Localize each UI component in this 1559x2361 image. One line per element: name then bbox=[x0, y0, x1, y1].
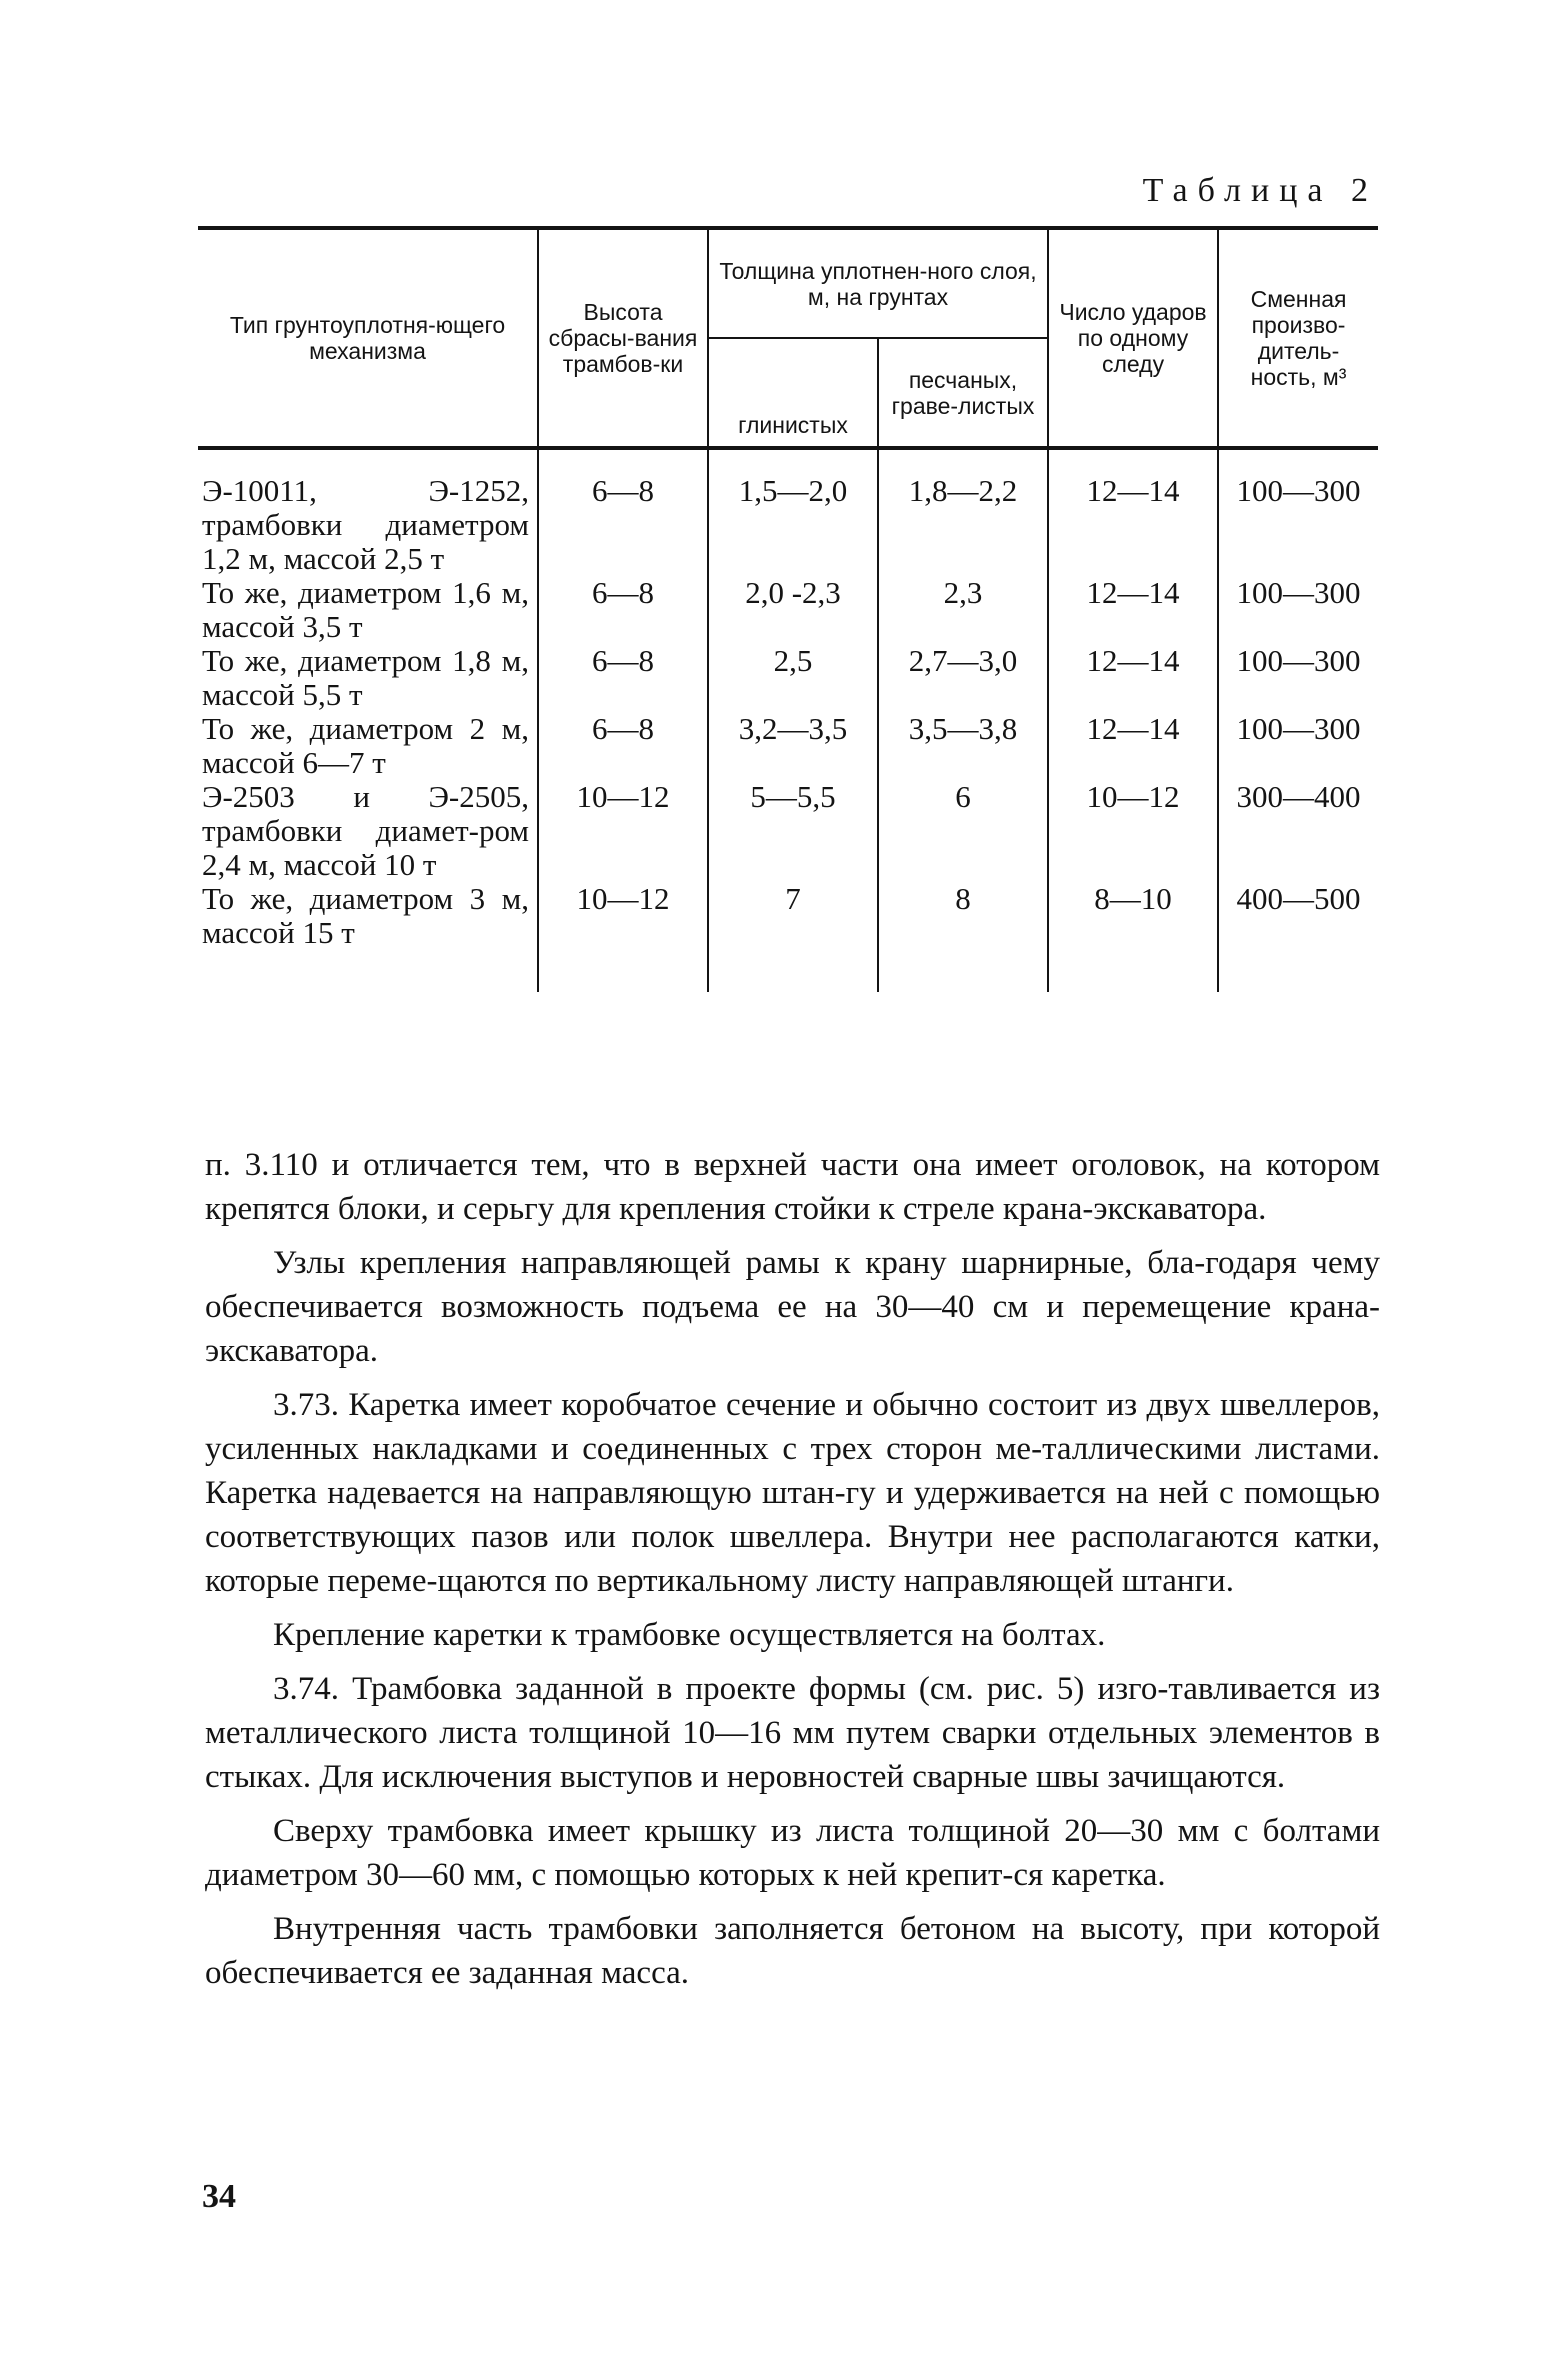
table-row bbox=[198, 644, 1378, 712]
cell-clay: 7 bbox=[708, 882, 878, 992]
paragraph: Внутренняя часть трамбовки заполняется бетоном на высоту, при которой обеспечивается ее заданная масса. bbox=[205, 1911, 1380, 1991]
cell-height: 6—8 bbox=[538, 576, 708, 644]
cell-type: То же, диаметром 3 м, массой 15 т bbox=[202, 881, 529, 950]
cell-height: 6—8 bbox=[538, 448, 708, 576]
header-productivity: Сменная произво-дитель-ность, м³ bbox=[1218, 228, 1378, 448]
cell-clay: 3,2—3,5 bbox=[708, 712, 878, 780]
cell-type: То же, диаметром 1,6 м, массой 3,5 т bbox=[202, 575, 529, 644]
header-blows: Число ударов по одному следу bbox=[1048, 228, 1218, 448]
paragraph: Сверху трамбовка имеет крышку из листа толщиной 20—30 мм с болтами диаметром 30—60 мм, с помощью которых к ней крепит-ся каретка. bbox=[205, 1813, 1380, 1893]
header-thickness: Толщина уплотнен-ного слоя, м, на грунтах bbox=[708, 228, 1048, 338]
paragraph: Узлы крепления направляющей рамы к крану шарнирные, бла-годаря чему обеспечивается возможность подъема ее на 30—40 см и перемещение крана-экскаватора. bbox=[205, 1245, 1380, 1369]
cell-productivity: 100—300 bbox=[1218, 712, 1378, 780]
cell-blows: 8—10 bbox=[1048, 882, 1218, 992]
header-clay: глинистых bbox=[708, 338, 878, 448]
table-row bbox=[198, 712, 1378, 780]
cell-productivity: 100—300 bbox=[1218, 448, 1378, 576]
cell-productivity: 100—300 bbox=[1218, 644, 1378, 712]
body-text bbox=[205, 1143, 1380, 2005]
paragraph: 3.73. Каретка имеет коробчатое сечение и обычно состоит из двух швеллеров, усиленных накладками и соединенных с трех сторон ме-таллическими листами. Каретка надевается на направляющую штан-гу и удерживается на ней с помощью соответствующих пазов или полок швеллера. Внутри нее располагаются катки, которые переме-щаются по вертикальному листу направляющей штанги. bbox=[205, 1387, 1380, 1599]
header-sand: песчаных, граве-листых bbox=[878, 338, 1048, 448]
cell-blows: 12—14 bbox=[1048, 448, 1218, 576]
data-table bbox=[198, 226, 1378, 992]
paragraph: п. 3.110 и отличается тем, что в верхней части она имеет оголовок, на котором крепятся блоки, и серьгу для крепления стойки к стреле крана-экскаватора. bbox=[205, 1147, 1380, 1227]
cell-type: Э-10011, Э-1252, трамбовки диаметром 1,2 м, массой 2,5 т bbox=[202, 473, 529, 576]
header-height: Высота сбрасы-вания трамбов-ки bbox=[538, 228, 708, 448]
cell-height: 10—12 bbox=[538, 780, 708, 882]
cell-blows: 12—14 bbox=[1048, 644, 1218, 712]
cell-sand: 1,8—2,2 bbox=[878, 448, 1048, 576]
cell-type: То же, диаметром 2 м, массой 6—7 т bbox=[202, 711, 529, 780]
cell-productivity: 100—300 bbox=[1218, 576, 1378, 644]
data-table-container bbox=[198, 226, 1378, 992]
table-row bbox=[198, 780, 1378, 882]
table-row bbox=[198, 576, 1378, 644]
cell-sand: 2,3 bbox=[878, 576, 1048, 644]
cell-productivity: 300—400 bbox=[1218, 780, 1378, 882]
table-row bbox=[198, 882, 1378, 992]
cell-productivity: 400—500 bbox=[1218, 882, 1378, 992]
paragraph: 3.74. Трамбовка заданной в проекте формы (см. рис. 5) изго-тавливается из металлического листа толщиной 10—16 мм путем сварки отдельных элементов в стыках. Для исключения выступов и неровностей сварные швы зачищаются. bbox=[205, 1671, 1380, 1795]
cell-clay: 1,5—2,0 bbox=[708, 448, 878, 576]
page-number: 34 bbox=[202, 2178, 236, 2215]
cell-clay: 2,5 bbox=[708, 644, 878, 712]
header-type: Тип грунтоуплотня-ющего механизма bbox=[229, 312, 506, 364]
cell-blows: 12—14 bbox=[1048, 712, 1218, 780]
cell-type: Э-2503 и Э-2505, трамбовки диамет-ром 2,4 м, массой 10 т bbox=[202, 779, 529, 882]
cell-height: 6—8 bbox=[538, 644, 708, 712]
cell-sand: 3,5—3,8 bbox=[878, 712, 1048, 780]
table-caption: Таблица 2 bbox=[1142, 172, 1378, 209]
cell-clay: 5—5,5 bbox=[708, 780, 878, 882]
cell-sand: 2,7—3,0 bbox=[878, 644, 1048, 712]
cell-sand: 8 bbox=[878, 882, 1048, 992]
cell-clay: 2,0 -2,3 bbox=[708, 576, 878, 644]
cell-blows: 10—12 bbox=[1048, 780, 1218, 882]
cell-height: 6—8 bbox=[538, 712, 708, 780]
table-row bbox=[198, 448, 1378, 576]
cell-sand: 6 bbox=[878, 780, 1048, 882]
cell-blows: 12—14 bbox=[1048, 576, 1218, 644]
paragraph: Крепление каретки к трамбовке осуществляется на болтах. bbox=[273, 1617, 1106, 1653]
cell-height: 10—12 bbox=[538, 882, 708, 992]
cell-type: То же, диаметром 1,8 м, массой 5,5 т bbox=[202, 643, 529, 712]
